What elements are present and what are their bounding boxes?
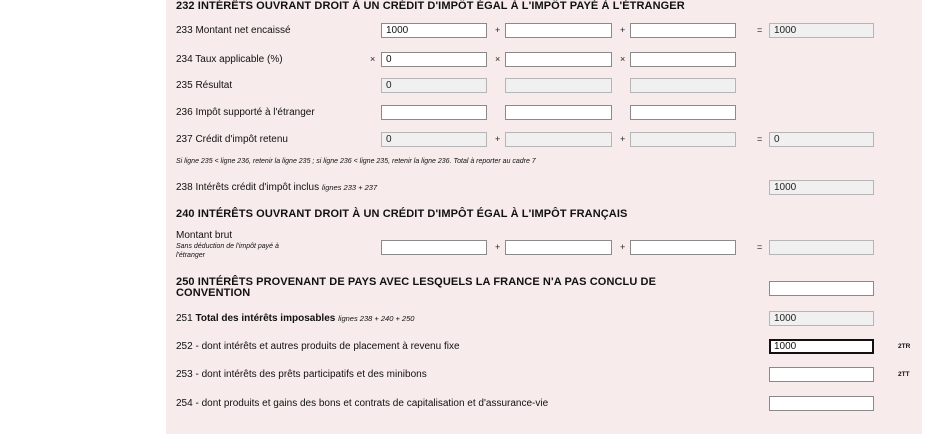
plus-operator: + <box>495 25 501 35</box>
plus-operator: + <box>620 25 626 35</box>
section-240-title: 240 INTÉRÊTS OUVRANT DROIT À UN CRÉDIT D'IMPÔT ÉGAL À L'IMPÔT FRANÇAIS <box>176 208 628 220</box>
row-234-input-1[interactable] <box>381 52 487 67</box>
row-250-input[interactable] <box>769 281 874 296</box>
plus-operator: + <box>495 242 501 252</box>
row-253-label: 253 - dont intérêts des prêts participatifs et des minibons <box>176 369 427 380</box>
row-237-result-2 <box>505 132 612 147</box>
plus-operator: + <box>620 134 626 144</box>
row-237-result-3 <box>630 132 736 147</box>
montant-brut-total <box>769 240 874 255</box>
row-251-formula: lignes 238 + 240 + 250 <box>338 314 415 323</box>
montant-brut-label: Montant brut <box>176 230 233 241</box>
row-254-label: 254 - dont produits et gains des bons et contrats de capitalisation et d'assurance-vie <box>176 398 549 409</box>
row-236-label: 236 Impôt supporté à l'étranger <box>176 107 315 118</box>
row-238-label <box>176 182 377 194</box>
montant-brut-note-2: l'étranger <box>176 252 205 259</box>
row-251-label <box>176 313 414 325</box>
row-251-number: 251 <box>176 313 196 324</box>
montant-brut-input-1[interactable] <box>381 240 487 255</box>
row-235-result-1 <box>381 78 487 93</box>
row-238-total <box>769 180 874 195</box>
instruction-note: Si ligne 235 < ligne 236, retenir la ligne 235 ; si ligne 236 < ligne 235, retenir la ligne 236. Total à reporter au cadre 7 <box>176 158 536 165</box>
row-252-label: 252 - dont intérêts et autres produits de placement à revenu fixe <box>176 341 460 352</box>
row-234-input-3[interactable] <box>630 52 736 67</box>
row-252-box-code: 2TR <box>898 343 911 350</box>
section-250-title-line-1: 250 INTÉRÊTS PROVENANT DE PAYS AVEC LESQUELS LA FRANCE N'A PAS CONCLU DE <box>176 276 657 288</box>
equals-operator: = <box>757 242 763 252</box>
row-238-label-text: 238 Intérêts crédit d'impôt inclus <box>176 182 320 193</box>
section-232-title: 232 INTÉRÊTS OUVRANT DROIT À UN CRÉDIT D'IMPÔT ÉGAL À L'IMPÔT PAYÉ À L'ÉTRANGER <box>176 0 685 12</box>
montant-brut-note-1: Sans déduction de l'impôt payé à <box>176 243 279 250</box>
row-235-result-2 <box>505 78 612 93</box>
row-253-input[interactable] <box>769 367 874 382</box>
plus-operator: + <box>495 134 501 144</box>
row-235-label: 235 Résultat <box>176 80 233 91</box>
times-operator: × <box>495 54 501 64</box>
row-251-label-text: Total des intérêts imposables <box>195 313 336 324</box>
row-238-formula: lignes 233 + 237 <box>321 183 378 192</box>
times-operator: × <box>620 54 626 64</box>
equals-operator: = <box>757 25 763 35</box>
row-233-input-2[interactable] <box>505 23 612 38</box>
plus-operator: + <box>620 242 626 252</box>
row-233-total <box>769 23 874 38</box>
montant-brut-input-3[interactable] <box>630 240 736 255</box>
row-233-input-1[interactable] <box>381 23 487 38</box>
row-237-total <box>769 132 874 147</box>
section-250-title-line-2: CONVENTION <box>176 287 251 299</box>
row-254-input[interactable] <box>769 396 874 411</box>
row-233-label: 233 Montant net encaissé <box>176 25 291 36</box>
row-251-total <box>769 311 874 326</box>
montant-brut-input-2[interactable] <box>505 240 612 255</box>
row-236-input-2[interactable] <box>505 105 612 120</box>
row-236-input-3[interactable] <box>630 105 736 120</box>
times-operator: × <box>370 54 376 64</box>
row-237-result-1 <box>381 132 487 147</box>
row-252-input[interactable] <box>769 339 874 354</box>
row-253-box-code: 2TT <box>898 371 910 378</box>
row-233-input-3[interactable] <box>630 23 736 38</box>
row-234-label: 234 Taux applicable (%) <box>176 54 283 65</box>
row-235-result-3 <box>630 78 736 93</box>
equals-operator: = <box>757 134 763 144</box>
row-237-label: 237 Crédit d'impôt retenu <box>176 134 288 145</box>
row-234-input-2[interactable] <box>505 52 612 67</box>
row-236-input-1[interactable] <box>381 105 487 120</box>
